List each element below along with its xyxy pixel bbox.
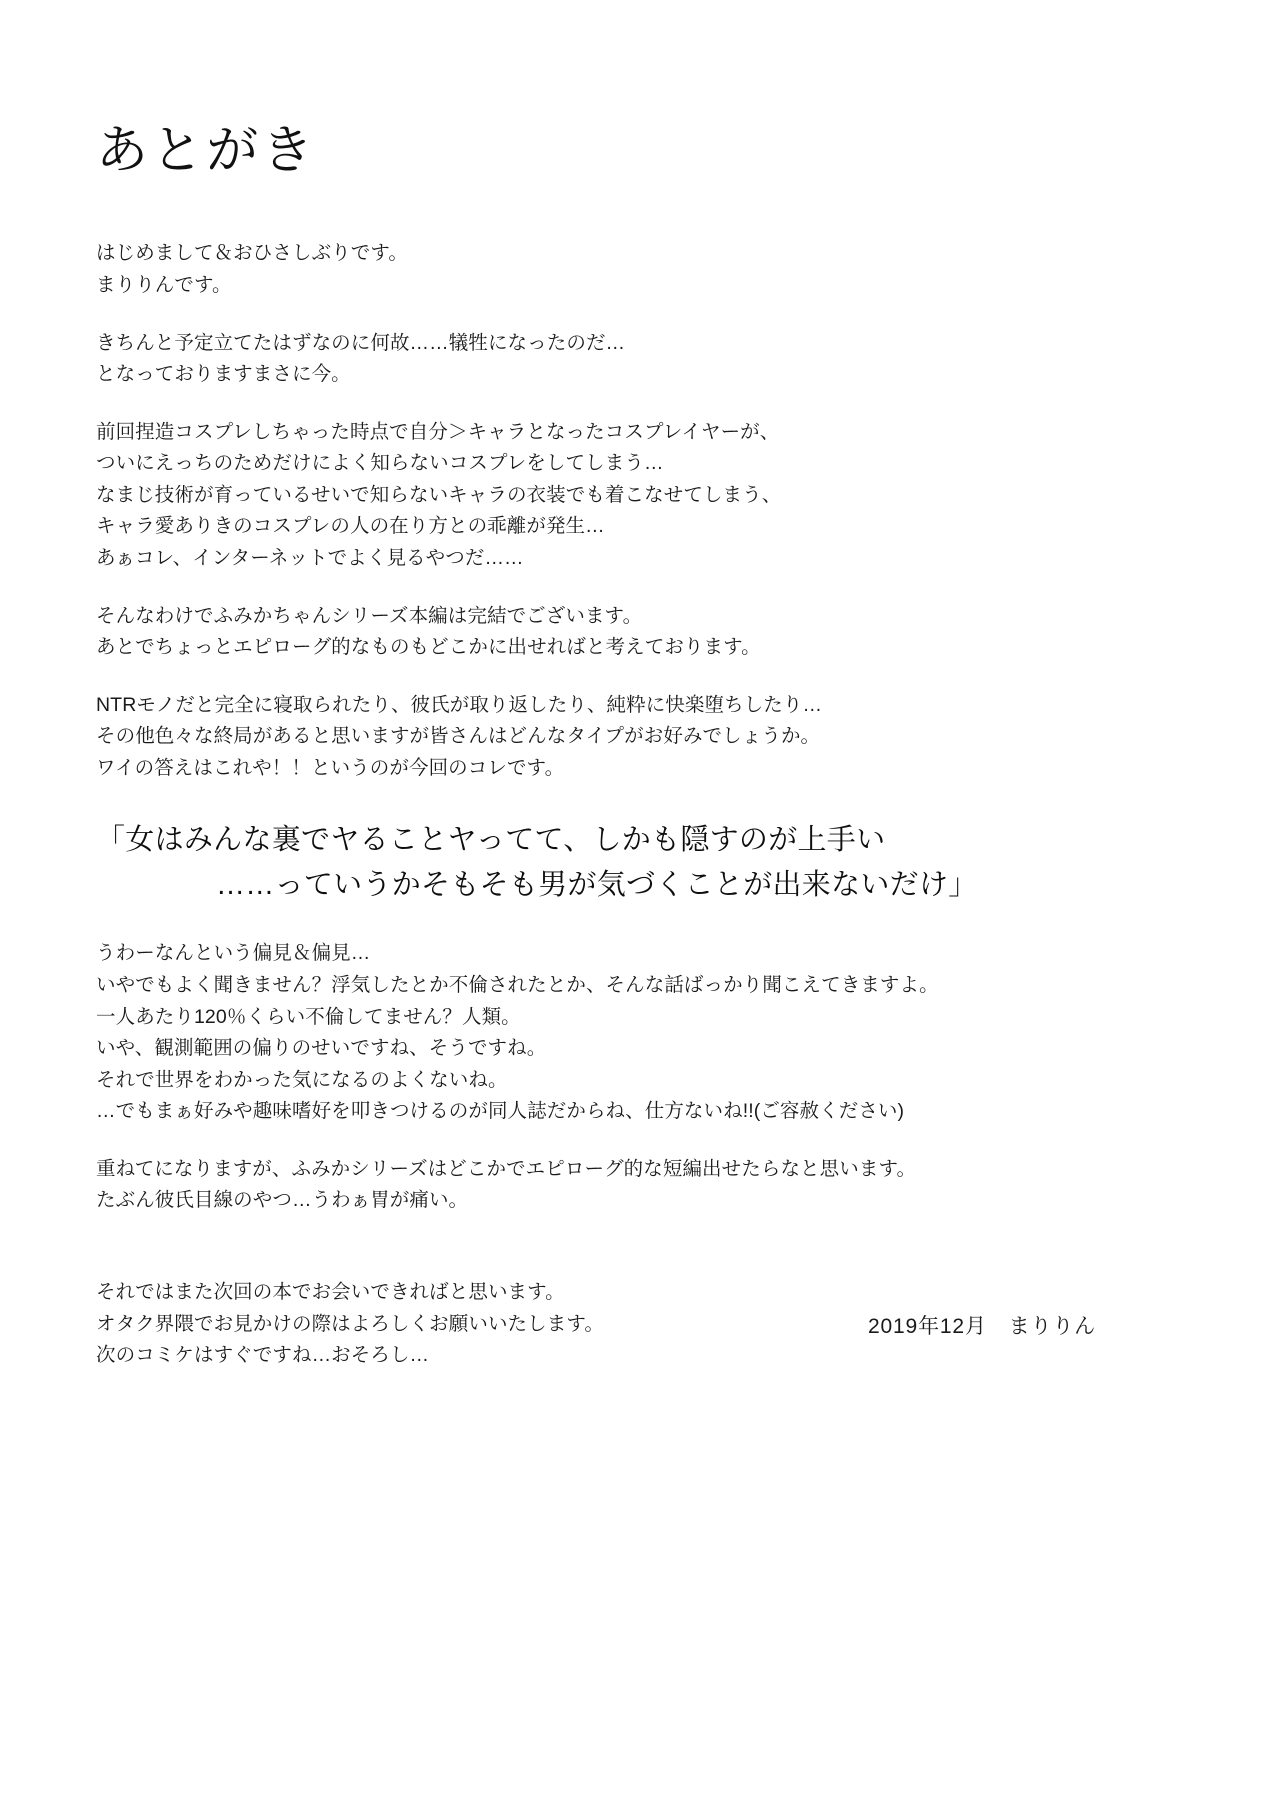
text-line: となっておりますまさに今。 [96,363,351,386]
paragraph-schedule [96,328,1166,391]
text-line: あとでちょっとエピローグ的なものもどこかに出せればと考えております。 [96,636,761,659]
paragraph-cosplay [96,417,1166,575]
text-line: …でもまぁ好みや趣味嗜好を叩きつけるのが同人誌だからね、仕方ないね!!(ご容赦ください) [96,1100,905,1123]
quote-line: ……っていうかそもそも男が気づくことが出来ないだけ」 [216,869,978,902]
text-line: キャラ愛ありきのコスプレの人の在り方との乖離が発生… [96,515,605,538]
text-line: うわーなんという偏見＆偏見… [96,942,371,965]
text-line: 重ねてになりますが、ふみかシリーズはどこかでエピローグ的な短編出せたらなと思います。 [96,1157,917,1180]
text-line: NTRモノだと完全に寝取られたり、彼氏が取り返したり、純粋に快楽堕ちしたり… [96,693,823,716]
text-line: その他色々な終局があると思いますが皆さんはどんなタイプがお好みでしょうか。 [96,725,821,748]
paragraph-series-end [96,601,1166,664]
paragraph-greeting [96,238,1166,301]
text-line: 前回捏造コスプレしちゃった時点で自分＞キャラとなったコスプレイヤーが、 [96,420,780,443]
paragraph-ntr [96,690,1166,785]
text-line: はじめまして＆おひさしぶりです。 [96,242,409,265]
afterword-content [96,120,1166,1398]
text-line: 次のコミケはすぐですね…おそろし… [96,1344,430,1367]
text-line: ワイの答えはこれや！！というのが今回のコレです。 [96,756,565,779]
text-line: それで世界をわかった気になるのよくないね。 [96,1068,508,1091]
paragraph-bias [96,938,1166,1127]
text-line: ついにえっちのためだけによく知らないコスプレをしてしまう… [96,452,664,475]
text-line: いやでもよく聞きません？浮気したとか不倫されたとか、そんな話ばっかり聞こえてきますよ。 [96,973,939,996]
spacer [96,1243,1166,1277]
text-line: あぁコレ、インターネットでよく見るやつだ…… [96,547,524,570]
quote-line: 「女はみんな裏でヤることヤってて、しかも隠すのが上手い [96,824,886,857]
text-line: いや、観測範囲の偏りのせいですね、そうですね。 [96,1037,547,1060]
text-line: 一人あたり120％くらい不倫してません？人類。 [96,1005,521,1028]
text-line: なまじ技術が育っているせいで知らないキャラの衣装でも着こなせてしまう、 [96,483,782,506]
pull-quote [96,818,1166,908]
page-title: あとがき [96,122,317,180]
text-line: まりりんです。 [96,273,232,296]
text-line: たぶん彼氏目線のやつ…うわぁ胃が痛い。 [96,1189,469,1212]
text-line: オタク界隈でお見かけの際はよろしくお願いいたします。 [96,1312,604,1335]
text-line: きちんと予定立てたはずなのに何故……犠牲になったのだ… [96,331,626,354]
paragraph-epilogue [96,1154,1166,1217]
text-line: それではまた次回の本でお会いできればと思います。 [96,1280,565,1303]
signature-date-author: 2019年12月 まりりん [868,1315,1096,1338]
text-line: そんなわけでふみかちゃんシリーズ本編は完結でございます。 [96,604,643,627]
